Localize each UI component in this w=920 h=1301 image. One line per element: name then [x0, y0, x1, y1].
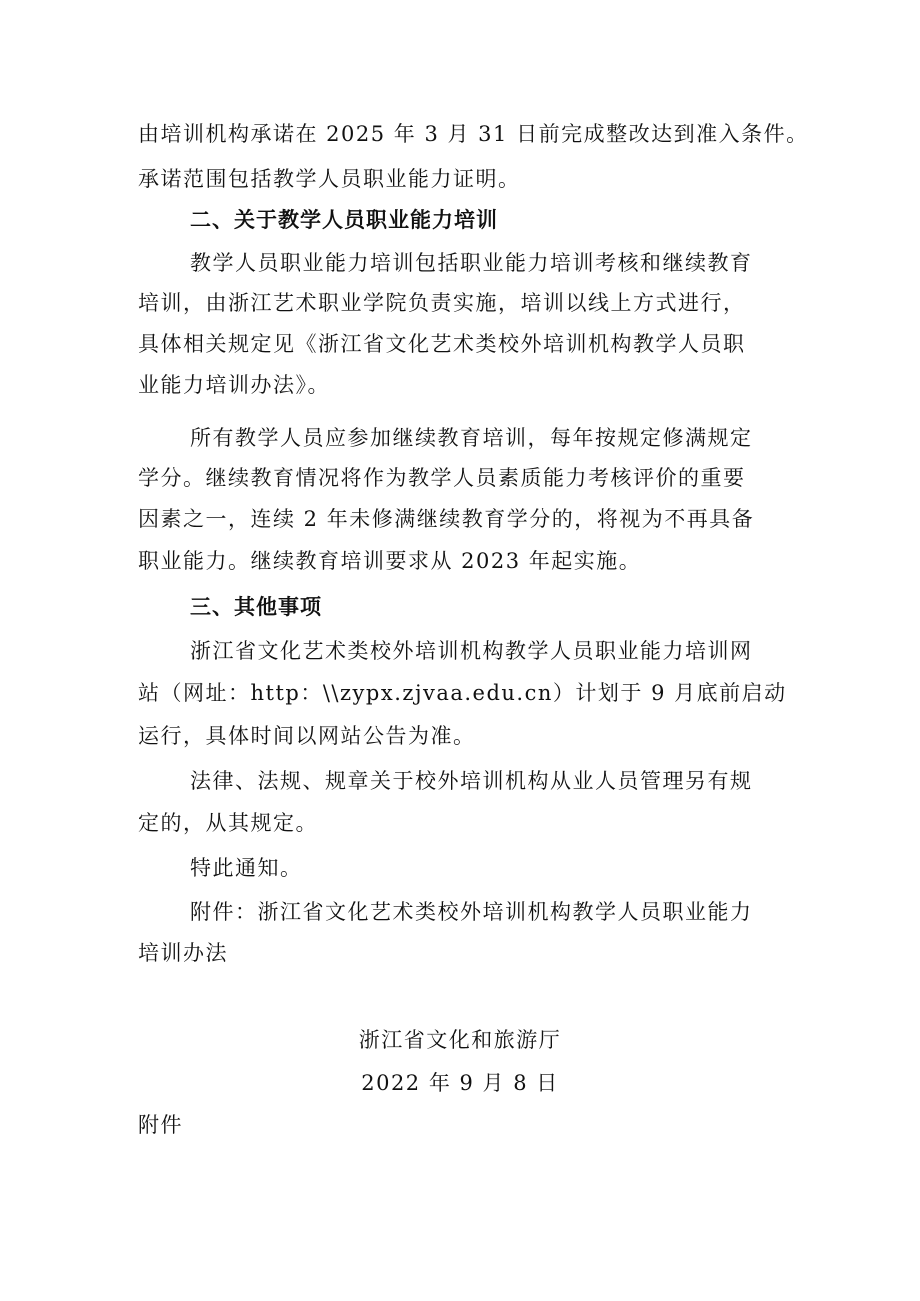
paragraph-line: 职业能力。继续教育培训要求从 2023 年起实施。 — [138, 549, 642, 573]
paragraph-line: 因素之一，连续 2 年未修满继续教育学分的，将视为不再具备 — [138, 507, 755, 531]
paragraph-line: 承诺范围包括教学人员职业能力证明。 — [138, 167, 521, 191]
paragraph-line: 所有教学人员应参加继续教育培训，每年按规定修满规定 — [190, 426, 753, 450]
signature-date: 2022 年 9 月 8 日 — [361, 1071, 559, 1095]
section-heading-3: 三、其他事项 — [190, 595, 322, 619]
paragraph-line: 学分。继续教育情况将作为教学人员素质能力考核评价的重要 — [138, 466, 746, 490]
paragraph-line: 法律、法规、规章关于校外培训机构从业人员管理另有规 — [190, 769, 753, 793]
paragraph-line: 运行，具体时间以网站公告为准。 — [138, 724, 476, 748]
paragraph-line: 教学人员职业能力培训包括职业能力培训考核和继续教育 — [190, 251, 753, 275]
paragraph-line: 具体相关规定见《浙江省文化艺术类校外培训机构教学人员职 — [138, 332, 746, 356]
signature-org: 浙江省文化和旅游厅 — [358, 1028, 562, 1052]
paragraph-line: 站（网址：http：\\zypx.zjvaa.edu.cn）计划于 9 月底前启动 — [138, 681, 787, 705]
paragraph-line: 由培训机构承诺在 2025 年 3 月 31 日前完成整改达到准入条件。 — [138, 122, 809, 146]
paragraph-line: 定的，从其规定。 — [138, 811, 318, 835]
attachment-label: 附件 — [138, 1113, 183, 1137]
paragraph-line: 业能力培训办法》。 — [138, 373, 330, 397]
section-heading-2: 二、关于教学人员职业能力培训 — [190, 208, 498, 232]
paragraph-line: 培训，由浙江艺术职业学院负责实施，培训以线上方式进行， — [138, 291, 746, 315]
attachment-line: 附件：浙江省文化艺术类校外培训机构教学人员职业能力 — [190, 900, 753, 924]
paragraph-line: 浙江省文化艺术类校外培训机构教学人员职业能力培训网 — [190, 639, 753, 663]
paragraph-line: 培训办法 — [138, 941, 228, 965]
paragraph-line: 特此通知。 — [190, 856, 303, 880]
